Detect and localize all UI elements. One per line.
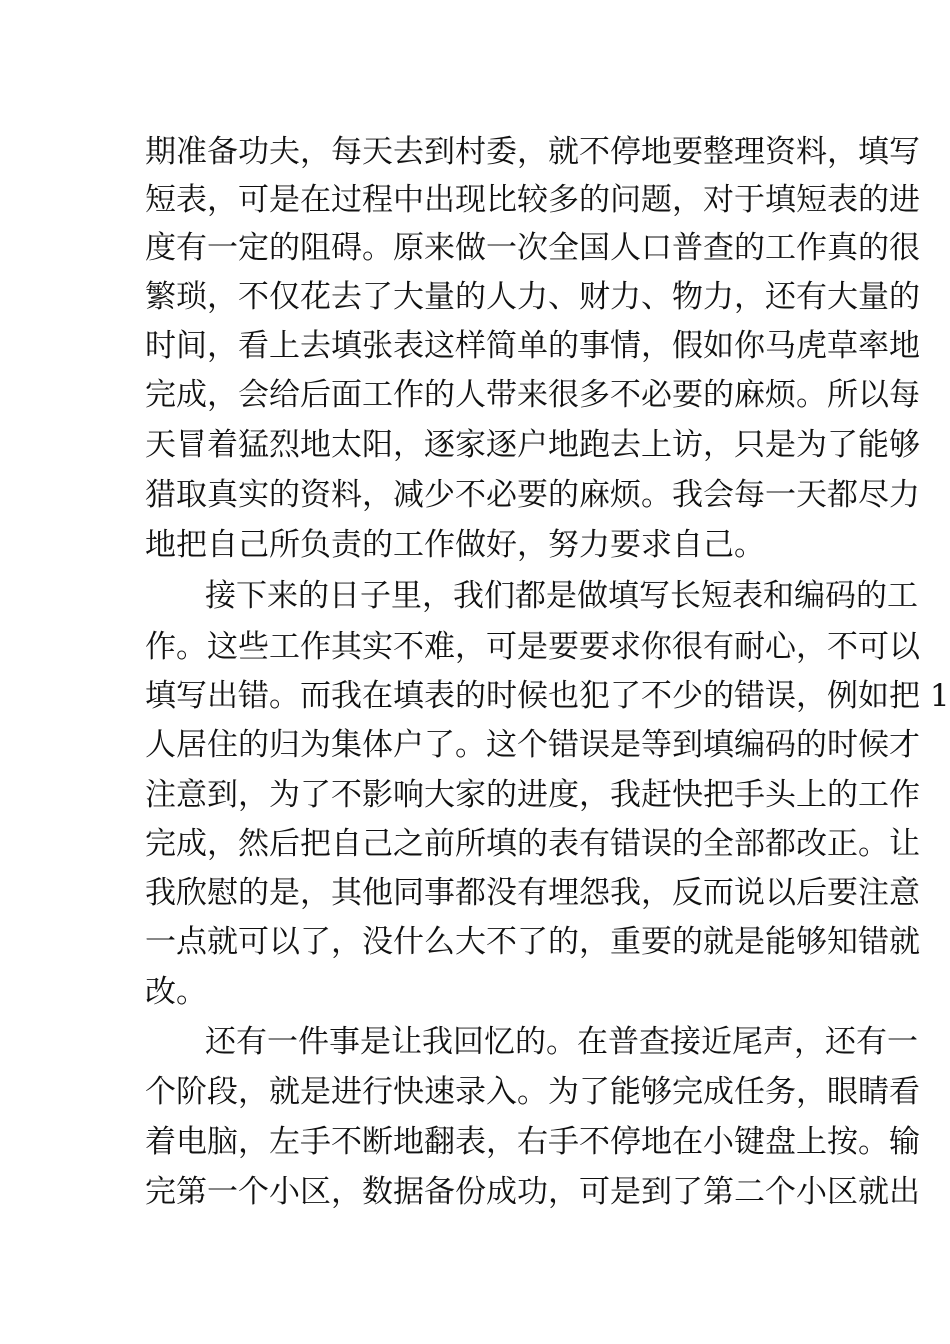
text-line: 期准备功夫，每天去到村委，就不停地要整理资料，填写 — [145, 134, 920, 170]
text-line: 我欣慰的是，其他同事都没有埋怨我，反而说以后要注意 — [145, 875, 920, 911]
text-line: 一点就可以了，没什么大不了的，重要的就是能够知错就 — [145, 924, 920, 960]
text-line: 繁琐，不仅花去了大量的人力、财力、物力，还有大量的 — [145, 279, 920, 315]
text-line: 完成，然后把自己之前所填的表有错误的全部都改正。让 — [145, 826, 920, 862]
text-line: 短表，可是在过程中出现比较多的问题，对于填短表的进 — [145, 182, 920, 218]
text-line: 度有一定的阻碍。原来做一次全国人口普查的工作真的很 — [145, 230, 920, 266]
text-line: 填写出错。而我在填表的时候也犯了不少的错误，例如把 1 — [145, 678, 950, 714]
text-line: 作。这些工作其实不难，可是要要求你很有耐心，不可以 — [145, 629, 920, 665]
text-line: 个阶段，就是进行快速录入。为了能够完成任务，眼睛看 — [145, 1074, 920, 1110]
text-line: 天冒着猛烈地太阳，逐家逐户地跑去上访，只是为了能够 — [145, 427, 920, 463]
text-line: 完成，会给后面工作的人带来很多不必要的麻烦。所以每 — [145, 377, 920, 413]
text-line: 着电脑，左手不断地翻表，右手不停地在小键盘上按。输 — [145, 1124, 920, 1160]
text-line: 猎取真实的资料，减少不必要的麻烦。我会每一天都尽力 — [145, 477, 920, 513]
paragraph-first-line: 还有一件事是让我回忆的。在普查接近尾声，还有一 — [205, 1024, 918, 1060]
paragraph-first-line: 接下来的日子里，我们都是做填写长短表和编码的工 — [205, 578, 918, 614]
text-line: 改。 — [145, 974, 207, 1010]
text-line: 时间，看上去填张表这样简单的事情，假如你马虎草率地 — [145, 328, 920, 364]
text-line: 完第一个小区，数据备份成功，可是到了第二个小区就出 — [145, 1174, 920, 1210]
text-line: 注意到，为了不影响大家的进度，我赶快把手头上的工作 — [145, 777, 920, 813]
text-line: 人居住的归为集体户了。这个错误是等到填编码的时候才 — [145, 727, 920, 763]
text-line: 地把自己所负责的工作做好，努力要求自己。 — [145, 527, 765, 563]
